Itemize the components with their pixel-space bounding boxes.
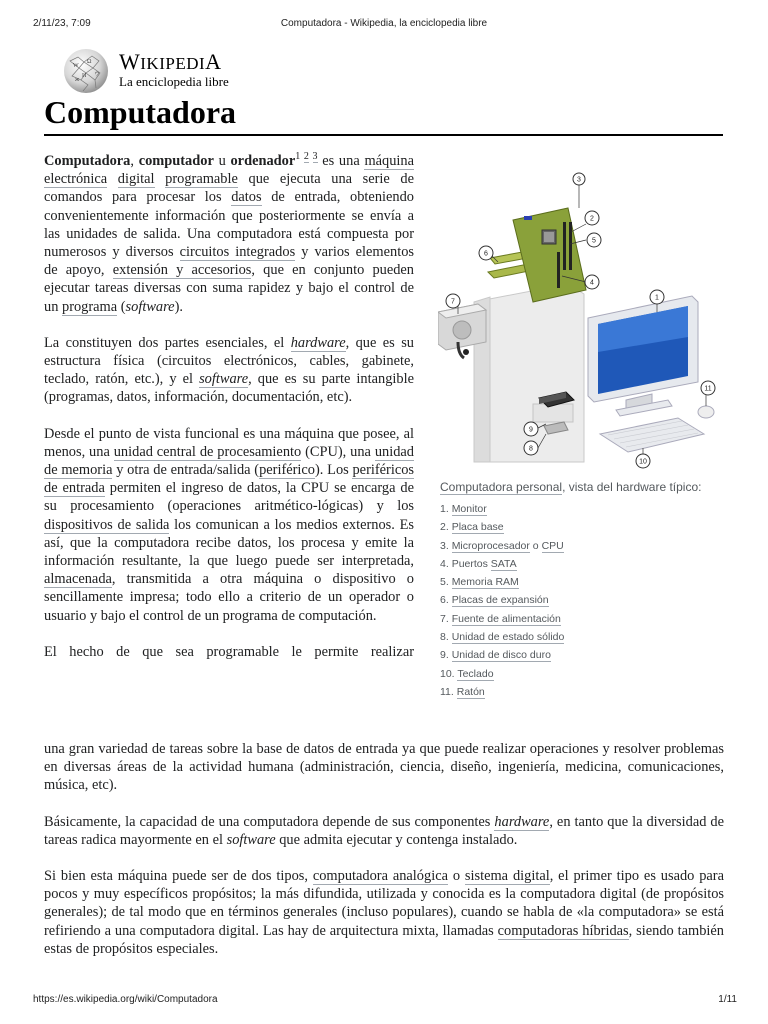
link-unidad-central-procesamiento[interactable]: unidad central de procesamiento [113,443,302,460]
callout-8 [524,441,538,455]
svg-text:8: 8 [529,445,533,453]
hardware-list [440,500,730,701]
link-software[interactable]: software [199,371,249,388]
print-datetime: 2/11/23, 7:09 [33,18,91,29]
paragraph-4-line-1: El hecho de que sea programable le permite realizar [44,643,414,660]
link-sistema-digital[interactable]: sistema digital [464,868,550,885]
callout-3 [573,173,585,185]
list-item: 6. Placas de expansión [440,594,549,607]
wikipedia-logo[interactable] [60,44,260,94]
list-item: 8. Unidad de estado sólido [440,631,565,644]
motherboard [513,208,586,302]
link-placas-expansion[interactable]: Placas de expansión [451,594,549,607]
link-datos[interactable]: datos [231,189,262,206]
list-item: 4. Puertos SATA [440,557,517,570]
mouse [698,406,714,418]
paragraph-2: La constituyen dos partes esenciales, el hardware, que es su estructura física (circuitos electrónicos, cables, gabinete, teclado, ratón, etc.), y el software, que es su parte intangible (programas, datos, información, documentación, etc). [44,334,414,406]
link-programa[interactable]: programa [62,298,118,315]
svg-text:4: 4 [590,279,594,287]
link-maquina-electronica[interactable]: máquina electrónica [44,153,414,188]
paragraph-4-rest: una gran variedad de tareas sobre la base de datos de entrada ya que puede realizar operaciones y resolver problemas en diversas áreas de la actividad humana (administración, ciencia, diseño, ingeniería, medicina, comunicaciones, música, etc). [44,741,724,794]
svg-text:7: 7 [451,298,455,306]
callout-7 [446,294,460,308]
callout-1 [650,290,664,304]
link-unidad-memoria[interactable]: unidad de memoria [44,443,414,479]
callout-10 [636,454,650,468]
callout-5 [587,233,601,247]
svg-text:5: 5 [592,237,596,245]
caption-title: Computadora personal, vista del hardware típico: [440,480,702,494]
list-item: 7. Fuente de alimentación [440,612,561,625]
link-hardware-2[interactable]: hardware [494,813,550,830]
link-almacenada[interactable]: almacenada [44,571,112,588]
link-perifericos-entrada[interactable]: periféricos de entrada [44,462,415,497]
link-teclado[interactable]: Teclado [457,667,494,680]
callout-6 [479,246,493,260]
list-item: 5. Memoria RAM [440,576,519,589]
link-computadora-personal[interactable]: Computadora personal [440,480,563,494]
link-microprocesador[interactable]: Microprocesador [451,539,530,552]
paragraph-5: Básicamente, la capacidad de una computadora depende de sus componentes hardware, en tanto que la diversidad de tareas radica mayormente en el software que admita ejecutar y contenga instalado. [44,813,725,848]
link-memoria-ram[interactable]: Memoria RAM [451,576,519,589]
callout-11 [701,381,715,395]
link-raton[interactable]: Ratón [456,685,485,698]
link-computadoras-hibridas[interactable]: computadoras híbridas [497,922,629,939]
link-digital[interactable]: digital [117,171,155,188]
print-page-number: 1/11 [718,994,737,1005]
link-fuente-alimentacion[interactable]: Fuente de alimentación [451,612,561,625]
reference-3[interactable]: 3 [312,151,318,163]
list-item: 9. Unidad de disco duro [440,649,551,662]
callout-2 [585,211,599,225]
svg-text:2: 2 [590,215,594,223]
svg-text:Ω: Ω [87,59,92,65]
link-periferico[interactable]: periférico [259,462,316,479]
svg-text:10: 10 [639,458,647,466]
reference-1[interactable]: 1 [295,151,301,163]
svg-text:1: 1 [655,294,659,302]
svg-text:ウ: ウ [94,72,101,78]
link-unidad-estado-solido[interactable]: Unidad de estado sólido [451,631,565,644]
svg-text:9: 9 [529,426,533,434]
list-item: 10. Teclado [440,667,494,680]
link-dispositivos-salida[interactable]: dispositivos de salida [44,516,170,533]
monitor [588,296,698,416]
article-body [44,740,724,958]
svg-text:3: 3 [577,176,581,184]
link-sata[interactable]: SATA [490,557,517,570]
page-title: Computadora [44,94,237,130]
svg-text:ж: ж [75,77,80,83]
list-item: 1. Monitor [440,503,487,515]
svg-text:W: W [73,63,79,69]
link-cpu[interactable]: CPU [541,539,564,552]
link-extension-accesorios[interactable]: extensión y accesorios [112,262,252,279]
link-monitor[interactable]: Monitor [451,503,487,515]
reference-2[interactable]: 2 [303,151,309,163]
link-hardware[interactable]: hardware [290,334,346,351]
print-url: https://es.wikipedia.org/wiki/Computadora [33,994,218,1005]
list-item: 11. Ratón [440,685,485,698]
list-item: 2. Placa base [440,521,504,534]
svg-text:6: 6 [484,250,488,258]
keyboard [600,418,704,452]
figure-caption [440,480,730,701]
reference-marks [295,151,317,163]
wikipedia-globe-icon [62,47,110,95]
pc-hardware-illustration[interactable] [438,172,728,472]
svg-text:И: И [82,73,87,79]
link-unidad-disco-duro[interactable]: Unidad de disco duro [451,649,551,662]
callout-4 [585,275,599,289]
link-placa-base[interactable]: Placa base [451,521,504,534]
link-circuitos-integrados[interactable]: circuitos integrados [179,244,296,261]
link-computadora-analogica[interactable]: computadora analógica [312,868,448,885]
svg-text:11: 11 [704,385,712,393]
paragraph-1: Computadora, computador u ordenador$^{1 2 3}$ es una máquina electrónica digital programable que ejecuta una serie de comandos para procesar los datos de entrada, obteniendo convenientemente información que posteriormente se envía a las unidades de salida. Una computadora está compuesta por numerosos y diversos circuitos integrados y varios elementos de apoyo, extensión y accesorios, que en conjunto pueden ejecutar tareas diversas con suma rapidez y bajo el control de un programa (software). [44,151,415,315]
print-doc-title: Computadora - Wikipedia, la enciclopedia libre [280,18,488,29]
link-programable[interactable]: programable [165,171,238,188]
paragraph-6: Si bien esta máquina puede ser de dos tipos, computadora analógica o sistema digital, el primer tipo es usado para pocos y muy específicos propósitos; la más difundida, utilizada y conocida es la computadora digital (de propósitos generales); de tal modo que en términos generales (incluso populares), cuando se habla de «la computadora» se está refiriendo a una computadora digital. Las hay de arquitectura mixta, llamadas computadoras híbridas, siendo también estas de propósitos especiales. [44,868,724,957]
list-item: 3. Microprocesador o CPU [440,539,564,552]
callout-9 [524,422,538,436]
paragraph-3: Desde el punto de vista funcional es una máquina que posee, al menos, una unidad central de procesamiento (CPU), una unidad de memoria y otra de entrada/salida (periférico). Los periféricos de entrada permiten el ingreso de datos, la CPU se encarga de su procesamiento (operaciones aritmético-lógicas) y los dispositivos de salida los comunican a los medios externos. Es así, que la computadora recibe datos, los procesa y emite la información resultante, la que luego puede ser interpretada, almacenada, transmitida a otra máquina o dispositivo o sencillamente impresa; todo ello a criterio de un operador o usuario y bajo el control de un programa de computación. [44,425,415,624]
wikipedia-wordmark: WIKIPEDIA [119,49,222,74]
title-divider [44,134,723,136]
article-intro-column [44,152,414,661]
wikipedia-tagline: La enciclopedia libre [119,74,229,89]
